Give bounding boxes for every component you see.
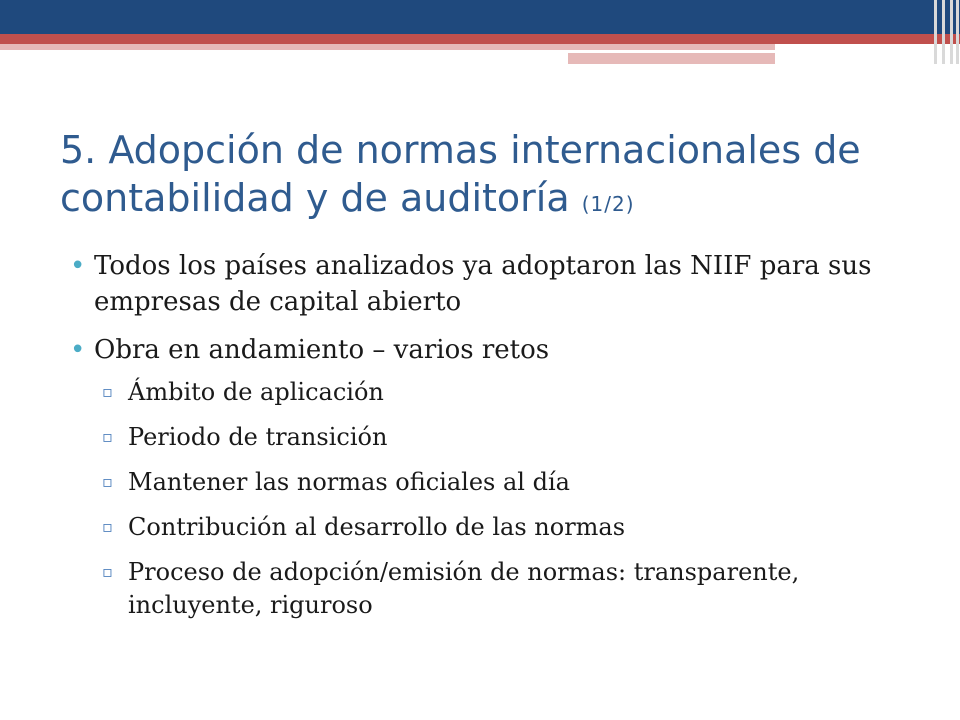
square-bullet-icon: ▫ [102, 472, 113, 491]
bullet-dot-icon: • [70, 251, 86, 281]
header-stripe [942, 0, 945, 64]
sub-bullet-item [66, 511, 926, 544]
sub-bullet-text: Mantener las normas oficiales al día [128, 468, 570, 496]
sub-bullet-item [66, 466, 926, 499]
sub-bullet-text: Proceso de adopción/emisión de normas: transparente, incluyente, riguroso [128, 558, 800, 619]
slide-title [60, 126, 920, 228]
square-bullet-icon: ▫ [102, 562, 113, 581]
slide-title-suffix: (1/2) [581, 192, 635, 216]
sub-bullet-text: Ámbito de aplicación [128, 378, 384, 406]
header-white-line [568, 50, 888, 53]
header-bar-blue [0, 0, 960, 34]
sub-bullet-item [66, 421, 926, 454]
header-stripe [934, 0, 937, 64]
sub-bullet-text: Contribución al desarrollo de las normas [128, 513, 626, 541]
header-stripe [956, 0, 959, 64]
sub-bullet-item [66, 556, 926, 622]
bullet-text: Todos los países analizados ya adoptaron las NIIF para sus empresas de capital abierto [94, 251, 872, 317]
square-bullet-icon: ▫ [102, 382, 113, 401]
sub-bullet-text: Periodo de transición [128, 423, 388, 451]
slide-title-main: 5. Adopción de normas internacionales de contabilidad y de auditoría [60, 128, 861, 220]
sub-bullet-item [66, 376, 926, 409]
bullet-dot-icon: • [70, 335, 86, 365]
square-bullet-icon: ▫ [102, 517, 113, 536]
bullet-item [66, 332, 926, 368]
slide-content [66, 248, 926, 634]
header-bar-red [0, 34, 960, 44]
square-bullet-icon: ▫ [102, 427, 113, 446]
bullet-text: Obra en andamiento – varios retos [94, 335, 550, 365]
bullet-item [66, 248, 926, 320]
header-stripe [950, 0, 953, 64]
